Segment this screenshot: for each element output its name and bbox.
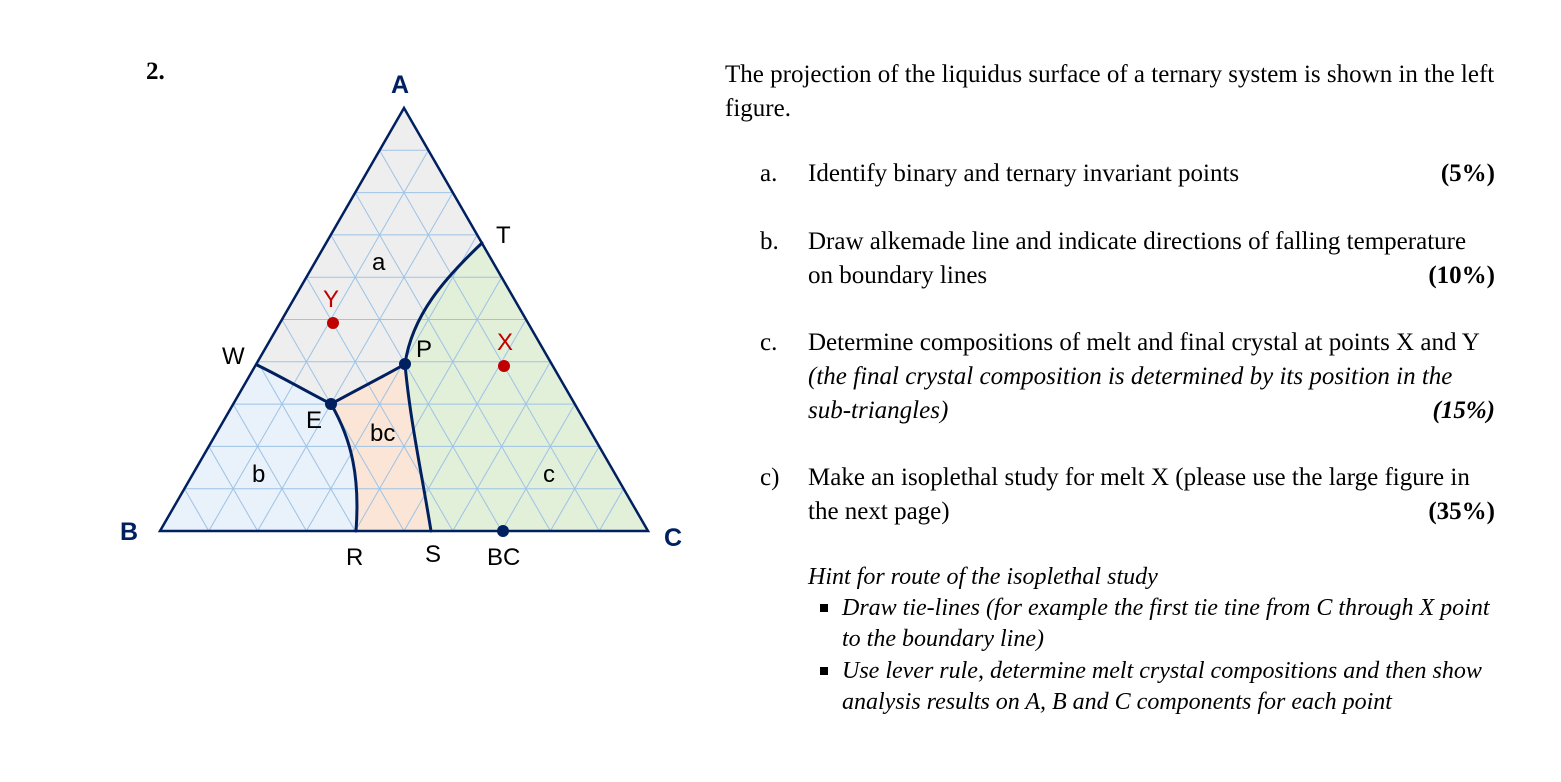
- question-a-text: Identify binary and ternary invariant points: [808, 160, 1240, 187]
- ternary-phase-diagram: [0, 0, 700, 600]
- point-e-marker: [325, 398, 337, 410]
- point-label-r: R: [346, 544, 364, 571]
- vertex-label-a: A: [391, 71, 410, 99]
- region-label-bc: bc: [370, 420, 396, 447]
- question-c2-label: c): [760, 464, 780, 491]
- vertex-label-b: B: [120, 518, 139, 546]
- hint-title: Hint for route of the isoplethal study: [808, 564, 1158, 590]
- point-x-marker: [498, 360, 510, 372]
- question-c-text-wrap: [808, 326, 1493, 428]
- question-b-text: Draw alkemade line and indicate directions of falling temperature on boundary lines: [808, 228, 1467, 289]
- point-label-e: E: [306, 407, 323, 434]
- question-c-points: (15%): [1432, 397, 1495, 424]
- point-label-w: W: [222, 343, 245, 370]
- point-label-y: Y: [323, 286, 340, 313]
- intro-text: The projection of the liquidus surface of a ternary system is shown in the left figure.: [725, 61, 1495, 122]
- bullet-square-icon: [820, 667, 828, 675]
- point-p-marker: [399, 358, 411, 370]
- hint-bullet-2-text: Use lever rule, determine melt crystal compositions and then show analysis results on A, B and C components for each point: [842, 658, 1482, 715]
- question-c2-text: Make an isoplethal study for melt X (please use the large figure in the next page): [808, 464, 1470, 525]
- region-label-a: a: [372, 249, 386, 276]
- question-b-label: b.: [760, 228, 779, 255]
- question-c2-points: (35%): [1428, 498, 1495, 525]
- question-number: 2.: [146, 58, 165, 85]
- point-y-marker: [327, 317, 339, 329]
- point-label-bc: BC: [487, 544, 521, 571]
- question-a-label: a.: [760, 160, 778, 187]
- question-a-points: (5%): [1440, 160, 1495, 187]
- question-b-points: (10%): [1428, 262, 1495, 289]
- question-c-label: c.: [760, 329, 778, 356]
- question-c-italic-note: (the final crystal composition is determined by its position in the sub-triangles): [808, 363, 1453, 424]
- region-label-c: c: [543, 461, 555, 488]
- region-label-b: b: [252, 461, 266, 488]
- point-bc-marker: [497, 525, 509, 537]
- question-c-text: Determine compositions of melt and final crystal at points X and Y: [808, 329, 1479, 356]
- point-label-p: P: [416, 336, 433, 363]
- point-label-x: X: [497, 329, 514, 356]
- vertex-label-c: C: [664, 524, 683, 552]
- point-label-t: T: [496, 222, 511, 249]
- hint-bullet-1-text: Draw tie-lines (for example the first tie tine from C through X point to the boundary line): [842, 595, 1490, 652]
- point-label-s: S: [425, 541, 442, 568]
- bullet-square-icon: [820, 604, 828, 612]
